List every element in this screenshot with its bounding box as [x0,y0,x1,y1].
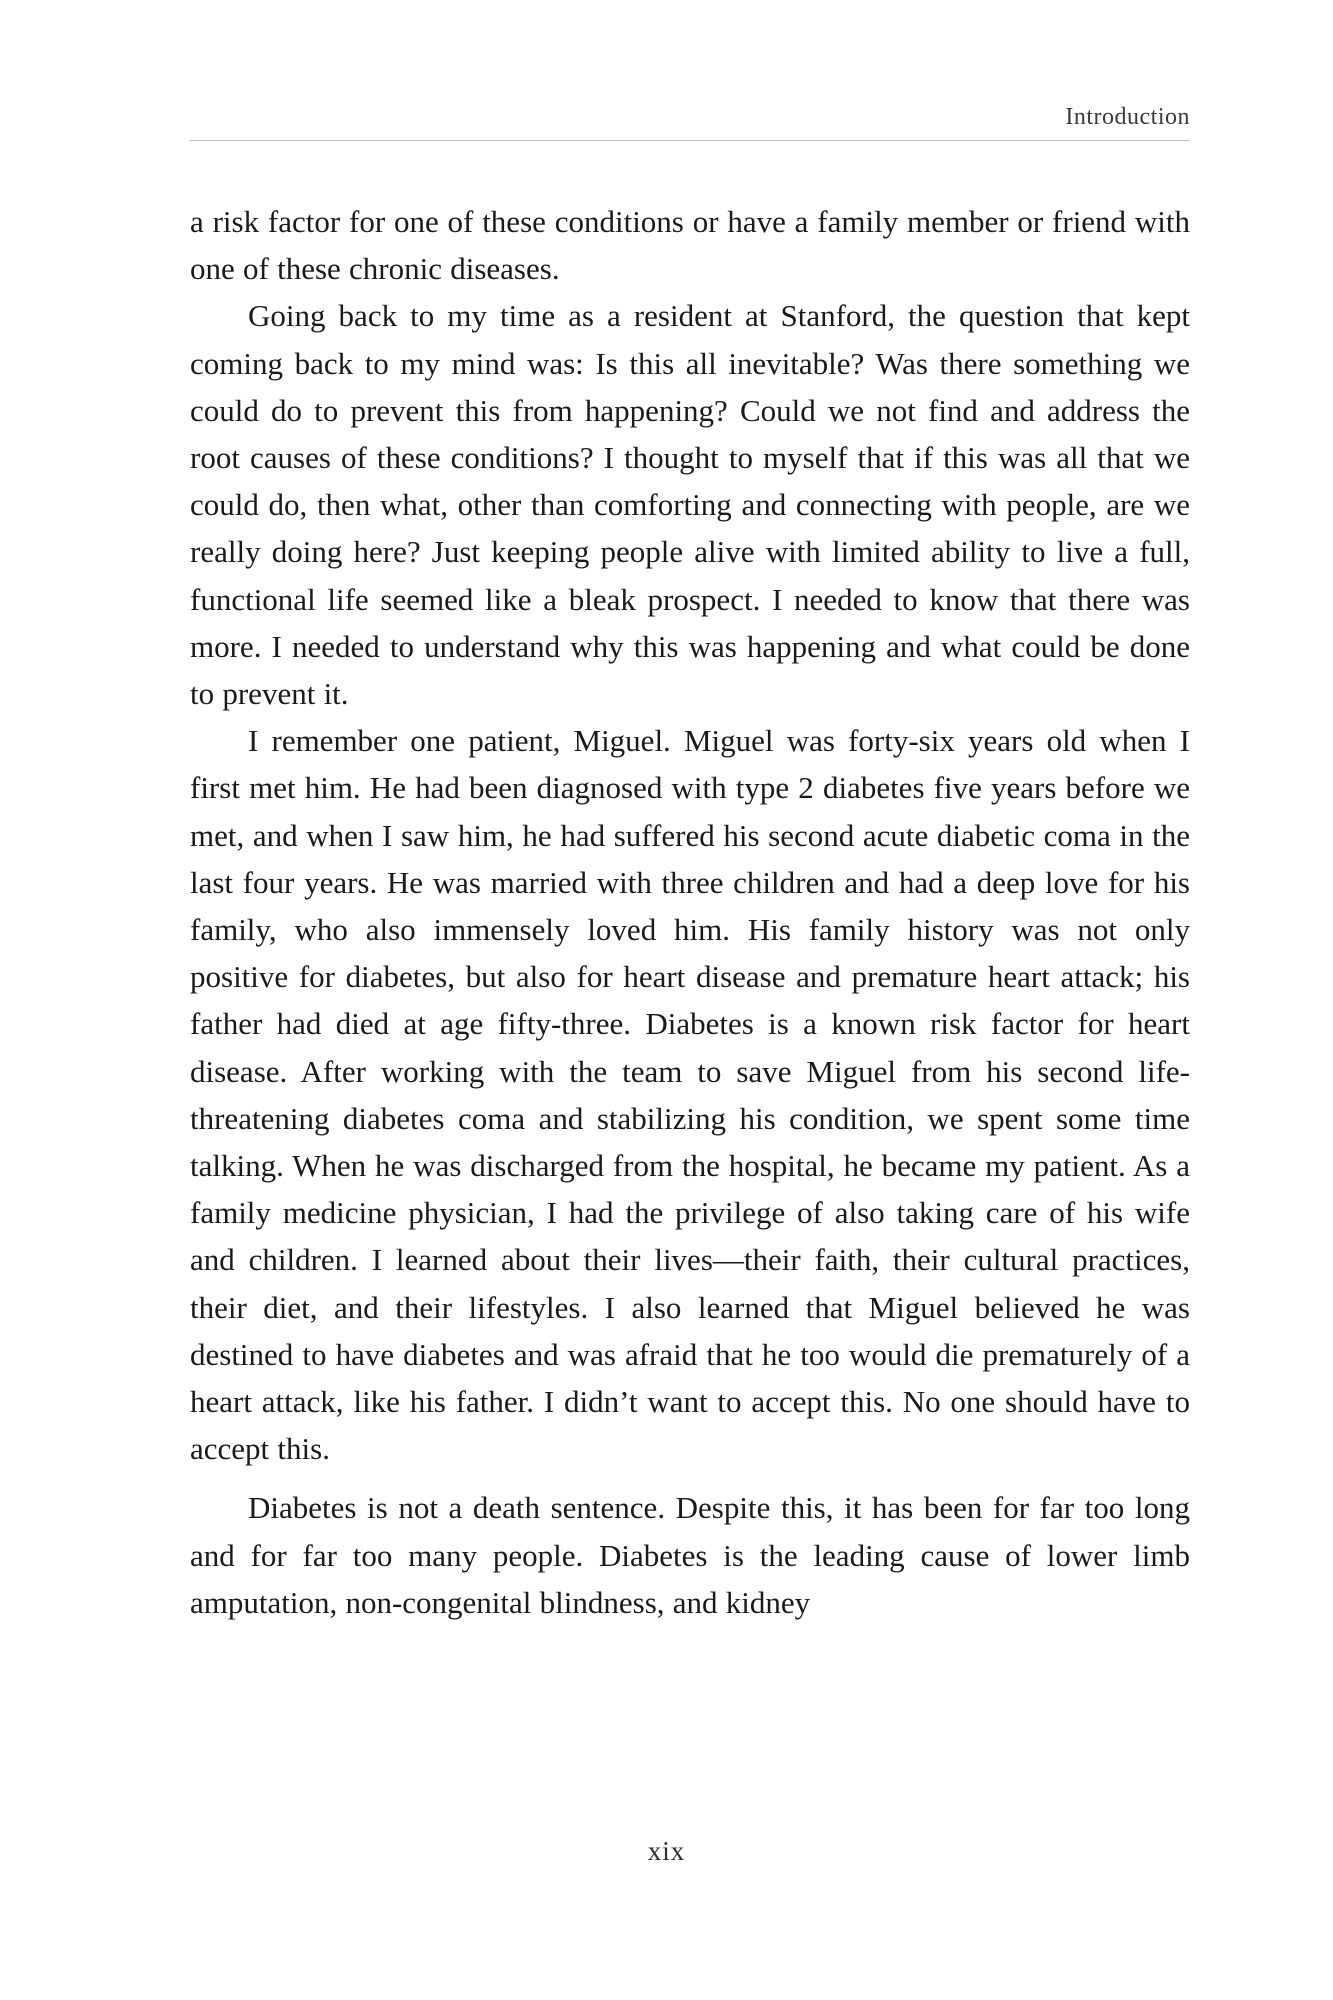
paragraph-continuation: a risk factor for one of these conditions or have a family member or friend with one of these chronic diseases. [190,204,1190,287]
running-header [190,100,1190,141]
page-number: xix [647,1836,686,1866]
body-text [190,198,1190,1626]
running-header-title: Introduction [1065,104,1190,130]
paragraph-miguel: I remember one patient, Miguel. Miguel was forty-six years old when I first met him. He had been diagnosed with type 2 diabetes five years before we met, and when I saw him, he had suffered his second acute diabetic coma in the last four years. He was married with three children and had a deep love for his family, who also immensely loved him. His family history was not only positive for diabetes, but also for heart disease and premature heart attack; his father had died at age fifty-three. Diabetes is a known risk factor for heart disease. After working with the team to save Miguel from his second life-threatening diabetes coma and stabilizing his condition, we spent some time talking. When he was discharged from the hospital, he became my patient. As a family medicine physician, I had the privilege of also taking care of his wife and children. I learned about their lives—their faith, their cultural practices, their diet, and their lifestyles. I also learned that Miguel believed he was destined to have diabetes and was afraid that he too would die prematurely of a heart attack, like his father. I didn’t want to accept this. No one should have to accept this. [190,723,1190,1467]
paragraph-diabetes-not-death-sentence: Diabetes is not a death sentence. Despite this, it has been for far too long and for far too many people. Diabetes is the leading cause of lower limb amputation, non-congenital blindness, and kidney [190,1490,1190,1620]
paragraph-stanford-residency: Going back to my time as a resident at Stanford, the question that kept coming back to my mind was: Is this all inevitable? Was there something we could do to prevent this from happening? Could we not find and address the root causes of these conditions? I thought to myself that if this was all that we could do, then what, other than comforting and connecting with people, are we really doing here? Just keeping people alive with limited ability to live a full, functional life seemed like a bleak prospect. I needed to know that there was more. I needed to understand why this was happening and what could be done to prevent it. [190,298,1190,712]
